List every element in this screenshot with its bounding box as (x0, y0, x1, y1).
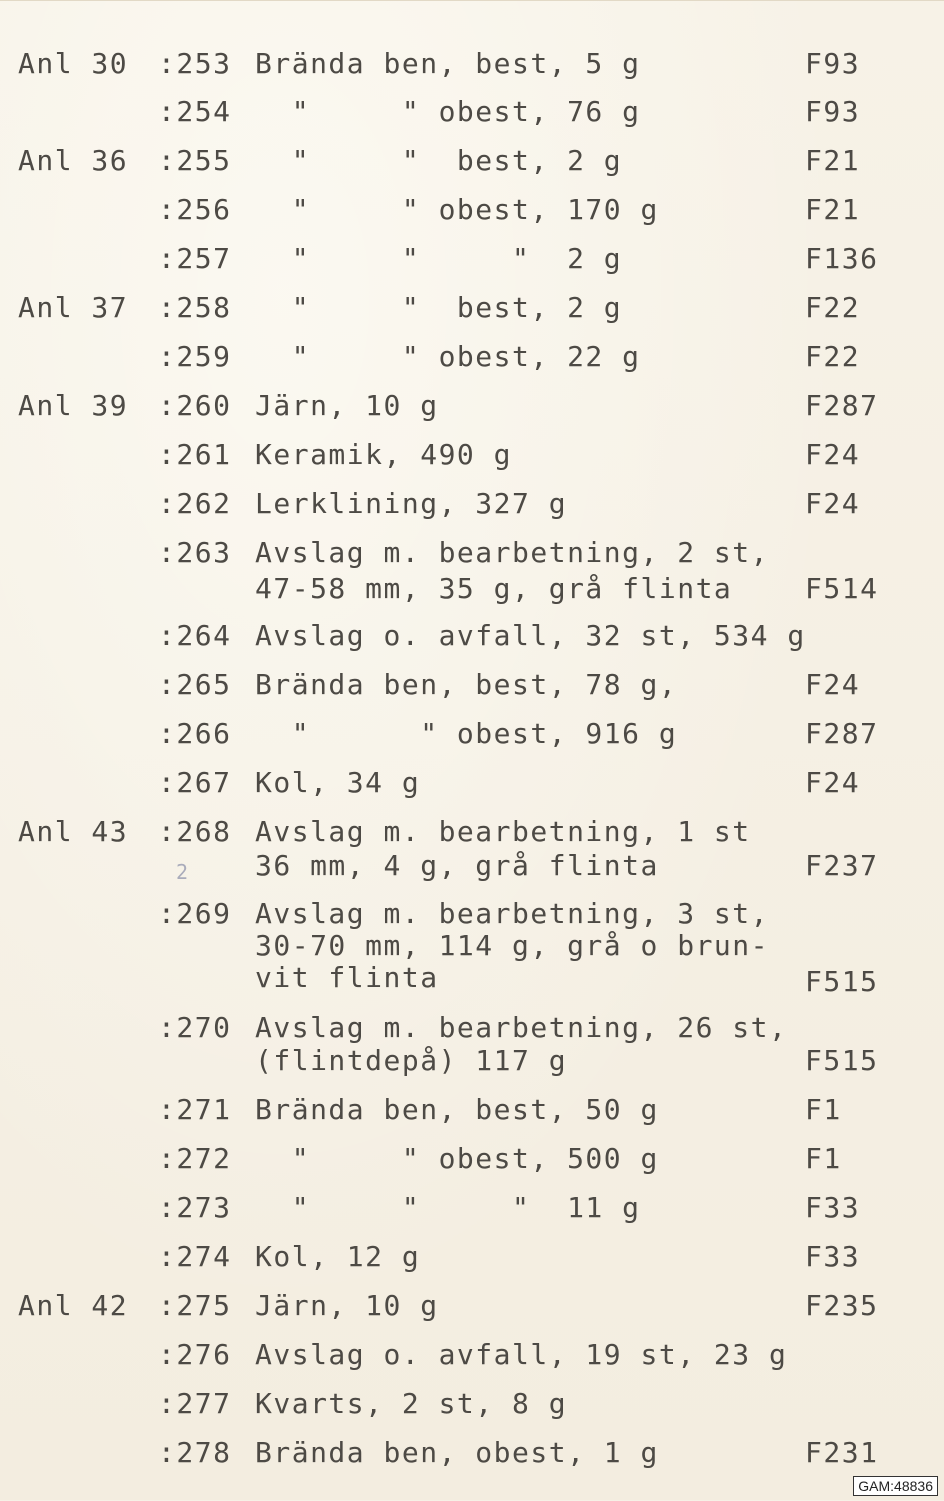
list-item (0, 620, 944, 668)
location-code: F21 (805, 193, 861, 226)
item-number: :256 (158, 193, 232, 226)
item-number: :260 (158, 389, 232, 422)
list-item (0, 390, 944, 438)
item-number: :262 (158, 487, 232, 520)
location-code: F93 (805, 95, 861, 128)
item-number: :253 (158, 47, 232, 80)
list-item (0, 898, 944, 998)
list-item (0, 1192, 944, 1240)
location-code: F287 (805, 717, 879, 750)
item-description: Avslag o. avfall, 19 st, 23 g (255, 1338, 788, 1371)
list-item (0, 48, 944, 96)
item-number: :271 (158, 1093, 232, 1126)
location-code: F136 (805, 242, 879, 275)
item-number: :261 (158, 438, 232, 471)
item-number: :267 (158, 766, 232, 799)
item-number: :277 (158, 1387, 232, 1420)
item-number: :275 (158, 1289, 232, 1322)
item-description: Kol, 12 g (255, 1240, 421, 1273)
location-code: F235 (805, 1289, 879, 1322)
anl-label: Anl 36 (18, 144, 129, 177)
list-item (0, 243, 944, 291)
anl-label: Anl 39 (18, 389, 129, 422)
location-code: F24 (805, 766, 861, 799)
item-description: Keramik, 490 g (255, 438, 513, 471)
item-description: Kol, 34 g (255, 766, 421, 799)
item-description: Järn, 10 g (255, 1289, 439, 1322)
location-code: F514 (805, 572, 879, 605)
list-item (0, 341, 944, 389)
location-code: F1 (805, 1093, 842, 1126)
location-code: F24 (805, 487, 861, 520)
item-number: :257 (158, 242, 232, 275)
item-description: Avslag m. bearbetning, 1 st (255, 815, 751, 848)
item-number: :278 (158, 1436, 232, 1469)
item-description: Avslag m. bearbetning, 26 st, (255, 1011, 788, 1044)
location-code: F515 (805, 1044, 879, 1077)
list-item (0, 816, 944, 886)
item-number: :272 (158, 1142, 232, 1175)
location-code: F33 (805, 1191, 861, 1224)
anl-label: Anl 42 (18, 1289, 129, 1322)
anl-label: Anl 30 (18, 47, 129, 80)
item-number: :269 (158, 897, 232, 930)
item-description: " " obest, 22 g (255, 340, 641, 373)
item-description: Brända ben, best, 5 g (255, 47, 641, 80)
list-item (0, 669, 944, 717)
location-code: F22 (805, 340, 861, 373)
anl-label: Anl 37 (18, 291, 129, 324)
item-number: :276 (158, 1338, 232, 1371)
item-description: Brända ben, best, 50 g (255, 1093, 659, 1126)
item-number: :273 (158, 1191, 232, 1224)
list-item (0, 194, 944, 242)
item-description: Avslag m. bearbetning, 3 st, (255, 897, 770, 930)
pencil-mark: 2 (176, 860, 189, 884)
item-description: " " best, 2 g (255, 291, 623, 324)
list-item (0, 145, 944, 193)
item-description: " " obest, 500 g (255, 1142, 659, 1175)
item-description: Kvarts, 2 st, 8 g (255, 1387, 568, 1420)
item-description: Lerklining, 327 g (255, 487, 568, 520)
list-item (0, 718, 944, 766)
item-description: Järn, 10 g (255, 389, 439, 422)
list-item (0, 292, 944, 340)
item-number: :264 (158, 619, 232, 652)
item-number: :270 (158, 1011, 232, 1044)
list-item (0, 1094, 944, 1142)
item-description: " " obest, 170 g (255, 193, 659, 226)
list-item (0, 96, 944, 144)
item-number: :266 (158, 717, 232, 750)
item-description: " " obest, 916 g (255, 717, 678, 750)
item-number: :263 (158, 536, 232, 569)
catalog-id-label: GAM:48836 (853, 1476, 938, 1496)
item-description: " " best, 2 g (255, 144, 623, 177)
item-number: :255 (158, 144, 232, 177)
list-item (0, 1290, 944, 1338)
location-code: F93 (805, 47, 861, 80)
item-number: :268 (158, 815, 232, 848)
list-item (0, 488, 944, 536)
item-description-continued: 36 mm, 4 g, grå flinta (255, 849, 659, 882)
list-item (0, 1241, 944, 1289)
location-code: F231 (805, 1436, 879, 1469)
location-code: F24 (805, 668, 861, 701)
list-item (0, 1339, 944, 1387)
list-item (0, 439, 944, 487)
item-description: " " " 11 g (255, 1191, 641, 1224)
item-description-continued: (flintdepå) 117 g (255, 1044, 568, 1077)
item-number: :258 (158, 291, 232, 324)
location-code: F24 (805, 438, 861, 471)
item-number: :259 (158, 340, 232, 373)
item-description-continued: 30-70 mm, 114 g, grå o brun- (255, 929, 770, 962)
location-code: F287 (805, 389, 879, 422)
item-description: Brända ben, best, 78 g, (255, 668, 678, 701)
item-description: " " obest, 76 g (255, 95, 641, 128)
item-description: Brända ben, obest, 1 g (255, 1436, 659, 1469)
list-item (0, 1388, 944, 1436)
location-code: F1 (805, 1142, 842, 1175)
location-code: F22 (805, 291, 861, 324)
list-item (0, 537, 944, 607)
item-description-continued: vit flinta (255, 961, 439, 994)
item-description: " " " 2 g (255, 242, 623, 275)
item-description: Avslag o. avfall, 32 st, 534 g (255, 619, 806, 652)
list-item (0, 1437, 944, 1485)
location-code: F33 (805, 1240, 861, 1273)
location-code: F21 (805, 144, 861, 177)
anl-label: Anl 43 (18, 815, 129, 848)
list-item (0, 767, 944, 815)
list-item (0, 1143, 944, 1191)
location-code: F237 (805, 849, 879, 882)
location-code: F515 (805, 965, 879, 998)
item-description-continued: 47-58 mm, 35 g, grå flinta (255, 572, 733, 605)
item-number: :274 (158, 1240, 232, 1273)
item-number: :254 (158, 95, 232, 128)
list-item (0, 1012, 944, 1082)
item-number: :265 (158, 668, 232, 701)
item-description: Avslag m. bearbetning, 2 st, (255, 536, 770, 569)
